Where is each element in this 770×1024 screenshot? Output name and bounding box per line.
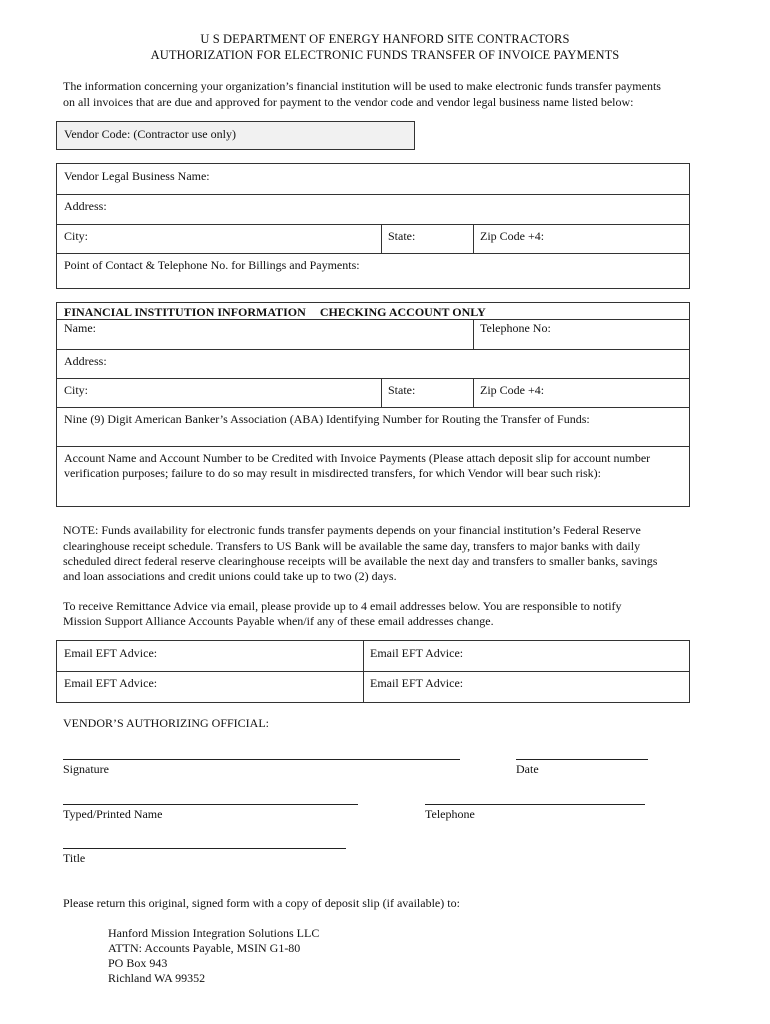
- email-field-3[interactable]: [57, 671, 363, 702]
- vendor-state-label: State:: [388, 229, 416, 243]
- aba-routing-label: Nine (9) Digit American Banker’s Association (ABA) Identifying Number for Routing the Transfer of Funds:: [64, 412, 590, 426]
- bank-address-field[interactable]: [57, 349, 689, 378]
- vendor-state-field[interactable]: [381, 224, 473, 253]
- form-title-line2: AUTHORIZATION FOR ELECTRONIC FUNDS TRANSFER OF INVOICE PAYMENTS: [150, 48, 620, 62]
- authorizing-heading: VENDOR’S AUTHORIZING OFFICIAL:: [63, 716, 269, 730]
- telephone-line[interactable]: [425, 804, 645, 805]
- return-address-line1: Hanford Mission Integration Solutions LLC: [108, 926, 320, 940]
- vendor-city-field[interactable]: [57, 224, 381, 253]
- return-instruction: Please return this original, signed form with a copy of deposit slip (if available) to:: [63, 896, 460, 910]
- bank-city-field[interactable]: [57, 378, 381, 407]
- printed-name-line[interactable]: [63, 804, 358, 805]
- financial-heading: [57, 303, 689, 319]
- return-address-line4: Richland WA 99352: [108, 971, 206, 985]
- vendor-address-field[interactable]: [57, 194, 689, 224]
- email-label-4: Email EFT Advice:: [370, 676, 464, 690]
- financial-heading-label: FINANCIAL INSTITUTION INFORMATION: [64, 305, 306, 319]
- financial-institution-table: [56, 302, 690, 507]
- email-field-2[interactable]: [363, 641, 689, 671]
- bank-zip-field[interactable]: [473, 378, 689, 407]
- vendor-city-label: City:: [64, 229, 89, 243]
- bank-state-label: State:: [388, 383, 416, 397]
- intro-line1: The information concerning your organization’s financial institution will be used to make electronic funds transfer payments: [63, 79, 661, 93]
- date-label: Date: [516, 762, 539, 776]
- bank-address-label: Address:: [64, 354, 107, 368]
- email-field-4[interactable]: [363, 671, 689, 702]
- vendor-code-field[interactable]: [56, 121, 415, 150]
- telephone-label: Telephone: [425, 807, 475, 821]
- account-label-line2: verification purposes; failure to do so may result in misdirected transfers, for which Vendor will bear such risk):: [64, 466, 601, 480]
- email-table: [56, 640, 690, 703]
- email-label-2: Email EFT Advice:: [370, 646, 464, 660]
- bank-telephone-field[interactable]: [473, 319, 689, 349]
- note-line4: and loan associations and credit unions could take up to two (2) days.: [63, 569, 397, 583]
- vendor-legal-name-field[interactable]: [57, 164, 689, 194]
- remittance-line2: Mission Support Alliance Accounts Payable when/if any of these email addresses change.: [63, 614, 494, 628]
- account-number-field[interactable]: [57, 446, 689, 506]
- email-label-3: Email EFT Advice:: [64, 676, 158, 690]
- aba-routing-field[interactable]: [57, 407, 689, 446]
- vendor-address-label: Address:: [64, 199, 107, 213]
- bank-name-field[interactable]: [57, 319, 473, 349]
- signature-line[interactable]: [63, 759, 460, 760]
- bank-zip-label: Zip Code +4:: [480, 383, 545, 397]
- account-label-line1: Account Name and Account Number to be Credited with Invoice Payments (Please attach deposit slip for account number: [64, 451, 651, 465]
- date-line[interactable]: [516, 759, 648, 760]
- return-address-line3: PO Box 943: [108, 956, 168, 970]
- bank-name-label: Name:: [64, 321, 96, 335]
- vendor-zip-field[interactable]: [473, 224, 689, 253]
- email-field-1[interactable]: [57, 641, 363, 671]
- title-line[interactable]: [63, 848, 346, 849]
- bank-city-label: City:: [64, 383, 89, 397]
- vendor-zip-label: Zip Code +4:: [480, 229, 545, 243]
- vendor-legal-name-label: Vendor Legal Business Name:: [64, 169, 210, 183]
- remittance-line1: To receive Remittance Advice via email, please provide up to 4 email addresses below. You are responsible to notify: [63, 599, 622, 613]
- note-line1: NOTE: Funds availability for electronic funds transfer payments depends on your financial institution’s Federal Reserve: [63, 523, 641, 537]
- email-label-1: Email EFT Advice:: [64, 646, 158, 660]
- form-title-line1: U S DEPARTMENT OF ENERGY HANFORD SITE CONTRACTORS: [200, 32, 570, 46]
- printed-name-label: Typed/Printed Name: [63, 807, 163, 821]
- vendor-info-table: [56, 163, 690, 289]
- checking-only-label: CHECKING ACCOUNT ONLY: [319, 305, 486, 319]
- vendor-contact-field[interactable]: [57, 253, 689, 288]
- signature-label: Signature: [63, 762, 109, 776]
- note-line3: scheduled direct federal reserve clearinghouse receipts will be available the next day and transfers to smaller banks, savings: [63, 554, 658, 568]
- intro-line2: on all invoices that are due and approved for payment to the vendor code and vendor legal business name listed below:: [63, 95, 634, 109]
- vendor-contact-label: Point of Contact & Telephone No. for Billings and Payments:: [64, 258, 360, 272]
- bank-state-field[interactable]: [381, 378, 473, 407]
- note-line2: clearinghouse receipt schedule. Transfers to US Bank will be available the same day, transfers to major banks with daily: [63, 539, 641, 553]
- title-label: Title: [63, 851, 86, 865]
- return-address-line2: ATTN: Accounts Payable, MSIN G1-80: [108, 941, 301, 955]
- vendor-code-label: Vendor Code: (Contractor use only): [64, 127, 236, 141]
- bank-telephone-label: Telephone No:: [480, 321, 551, 335]
